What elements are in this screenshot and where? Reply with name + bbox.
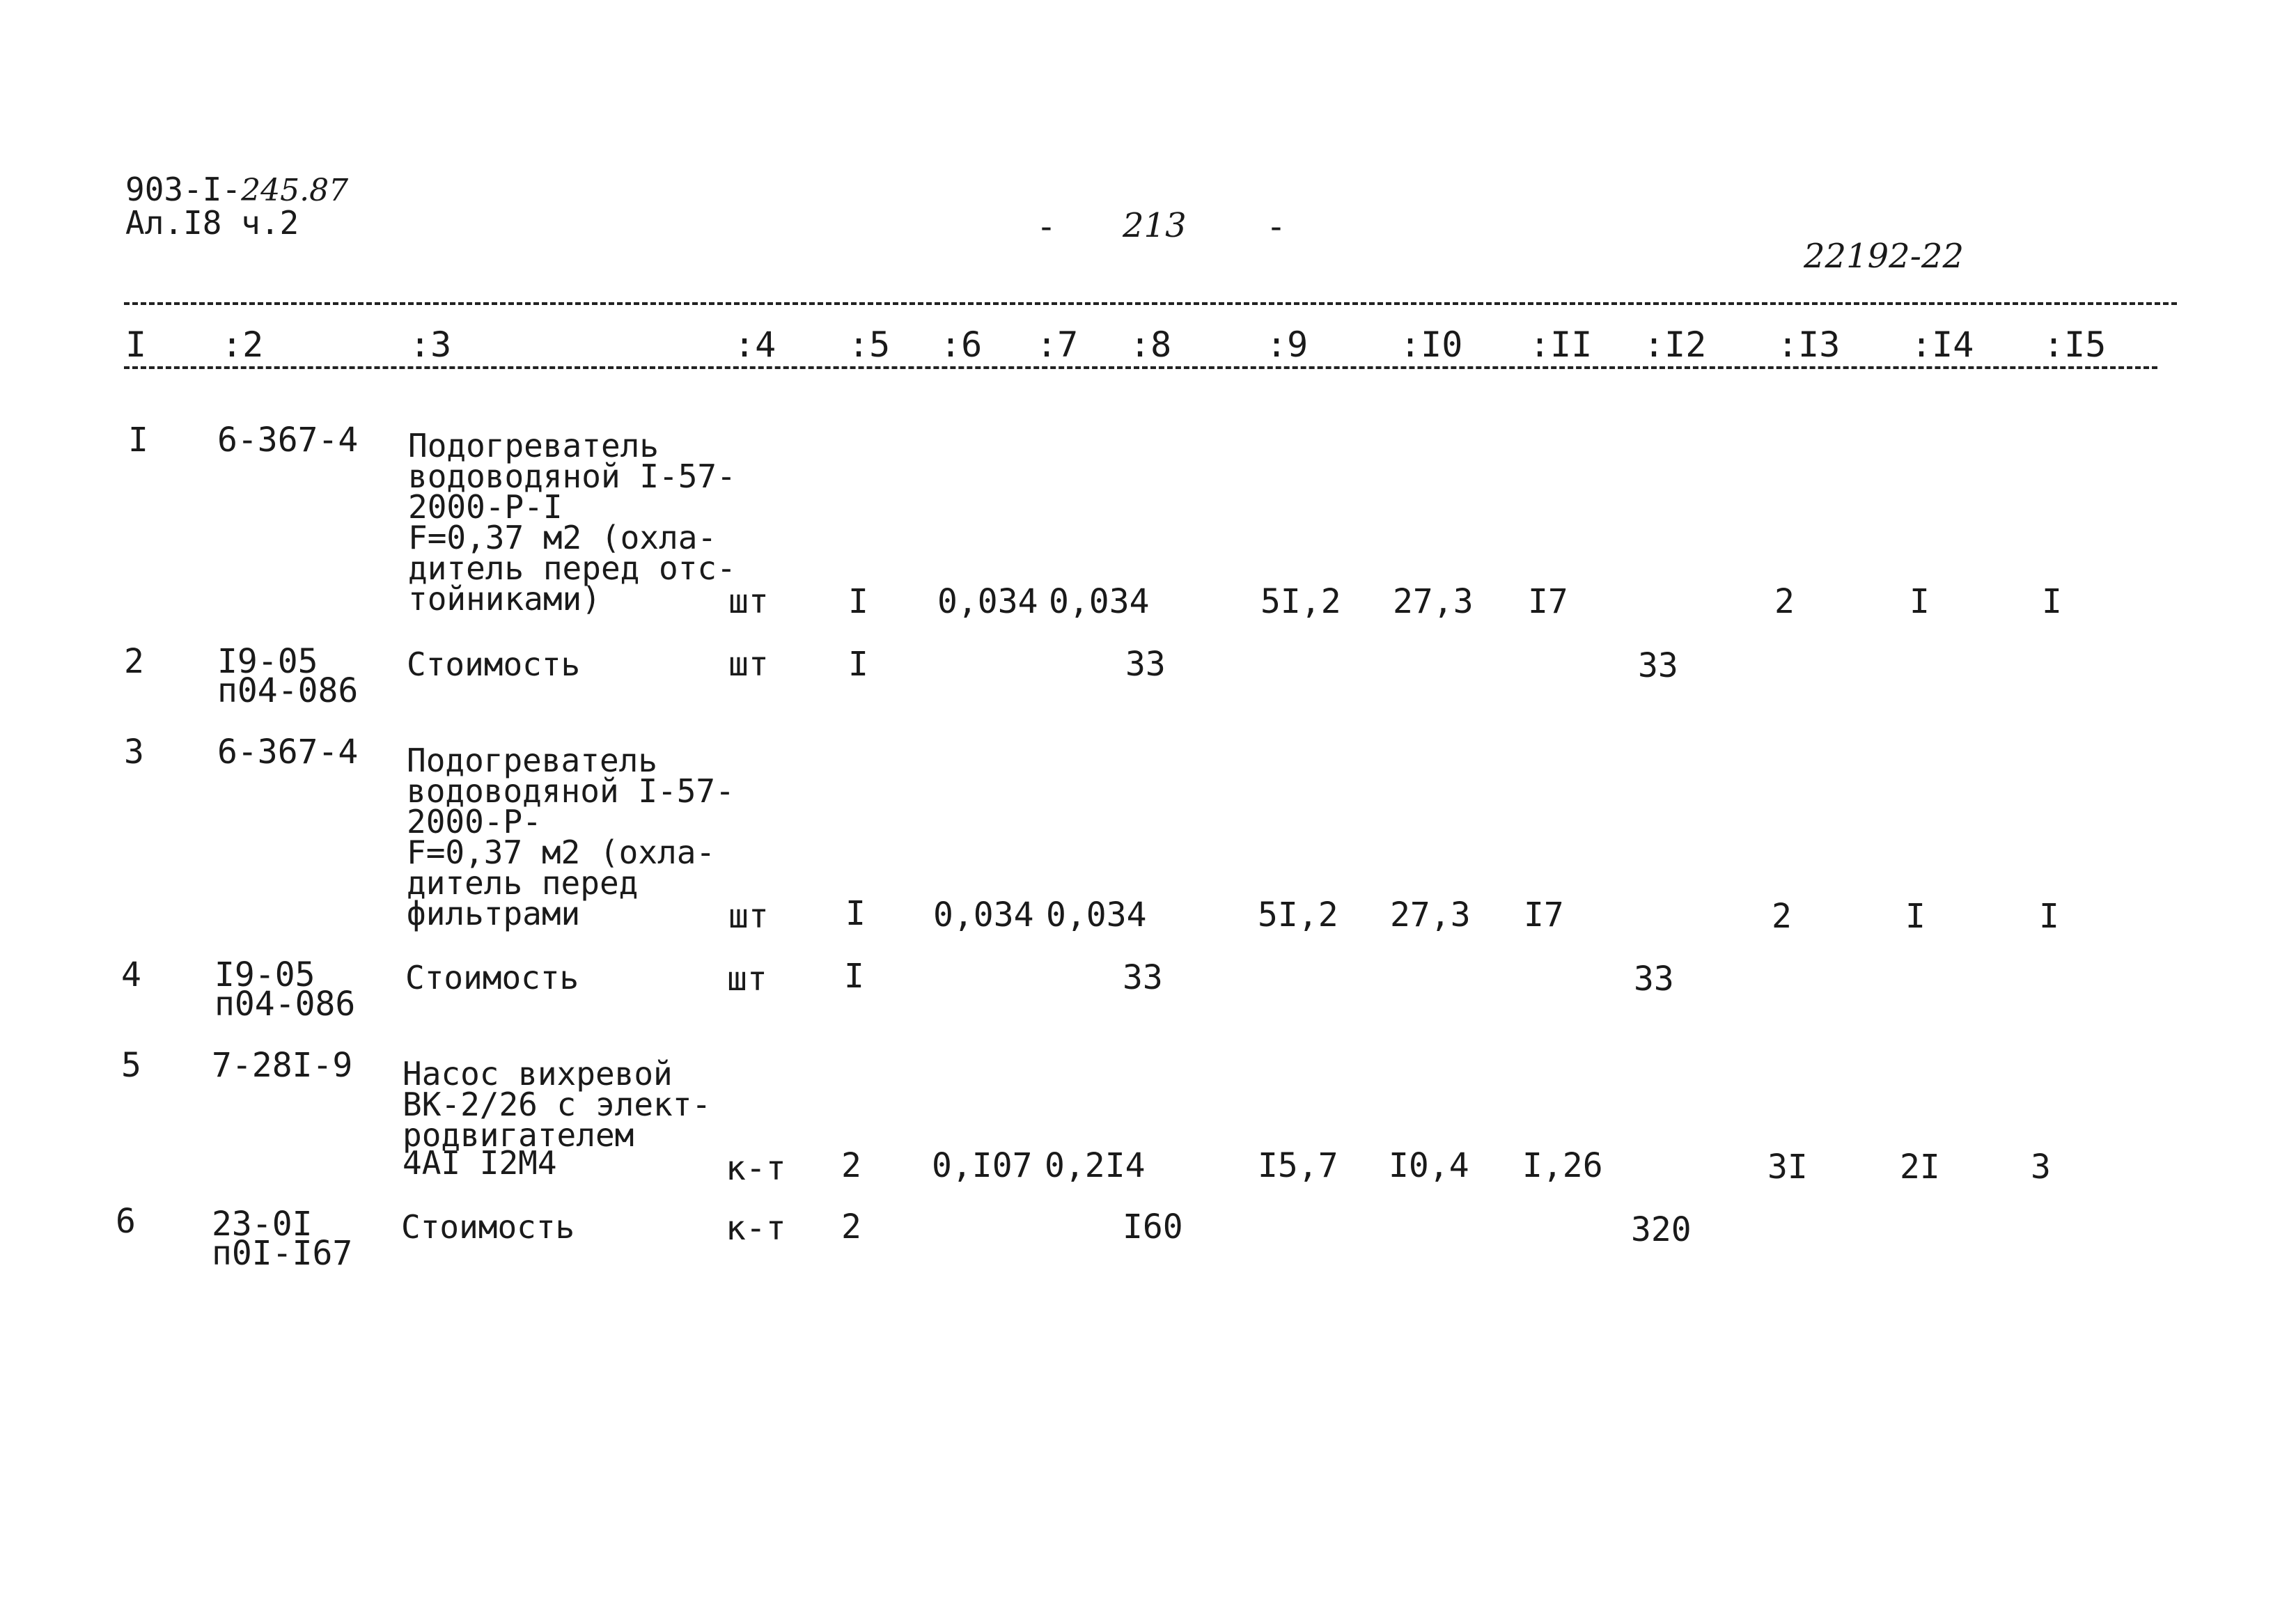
document-code-handwritten: 245.87 [241, 173, 349, 208]
description-line: Стоимость [401, 1208, 575, 1246]
norm-code-line: 7-28I-9 [212, 1046, 353, 1085]
value-col-13: 2 [1772, 897, 1792, 936]
quantity: I [848, 645, 868, 684]
description-line: дитель перед [407, 864, 639, 902]
value-col-11: I7 [1528, 582, 1568, 621]
norm-code-line: 6-367-4 [217, 733, 359, 772]
value-col-12: 33 [1634, 960, 1674, 999]
description-line: Насос вихревой [403, 1055, 673, 1093]
norm-code-line: 23-0I [212, 1205, 313, 1244]
value-col-9: 5I,2 [1260, 582, 1341, 621]
table-header-rule [124, 366, 2157, 369]
value-col-10: I0,4 [1389, 1146, 1469, 1185]
description-line: Подогреватель [408, 427, 659, 464]
value-col-8: 33 [1123, 958, 1163, 997]
norm-code-line: п04-086 [217, 671, 359, 710]
column-header-5: :5 [848, 324, 891, 365]
quantity: 2 [841, 1146, 861, 1185]
norm-code-line: I9-05 [214, 955, 315, 994]
unit: к-т [726, 1149, 786, 1188]
value-col-11: I7 [1524, 895, 1564, 934]
column-header-13: :I3 [1777, 324, 1841, 365]
document-code-prefix: 903-I- [125, 171, 242, 208]
value-col-9: I5,7 [1258, 1146, 1338, 1185]
value-col-8: I60 [1123, 1207, 1183, 1246]
description-line: водоводяной I-57- [408, 457, 736, 495]
row-number: 5 [121, 1046, 141, 1085]
value-col-12: 33 [1638, 646, 1678, 685]
document-code [125, 173, 348, 208]
norm-code-line: п04-086 [214, 985, 356, 1024]
column-header-9: :9 [1266, 324, 1309, 365]
value-col-7: 0,034 [1049, 582, 1150, 621]
column-header-15: :I5 [2043, 324, 2107, 365]
row-number: 3 [124, 733, 144, 772]
value-col-13: 3I [1767, 1148, 1808, 1187]
value-col-7: 0,2I4 [1045, 1146, 1146, 1185]
description-line: Подогреватель [407, 742, 658, 779]
sheet-code: 22192-22 [1804, 237, 1964, 276]
column-header-6: :6 [940, 324, 983, 365]
table-top-rule [124, 302, 2177, 305]
unit: к-т [726, 1209, 786, 1248]
description-line: 2000-Р-I [408, 488, 563, 526]
unit: шт [727, 960, 767, 999]
quantity: I [848, 582, 868, 621]
description-line: ВК-2/26 с элект- [403, 1086, 712, 1123]
value-col-8: 33 [1125, 645, 1166, 684]
description-line: фильтрами [407, 895, 581, 932]
unit: шт [728, 582, 769, 621]
norm-code-line: I9-05 [217, 642, 318, 681]
value-col-11: I,26 [1522, 1146, 1603, 1185]
description-line: Стоимость [405, 959, 579, 996]
value-col-15: I [2039, 897, 2059, 936]
page-number: 213 [1123, 206, 1187, 245]
description-line: F=0,37 м2 (охла- [408, 519, 717, 556]
description-line: тойниками) [408, 580, 601, 618]
value-col-15: I [2042, 582, 2062, 621]
description-line: Стоимость [407, 646, 581, 683]
value-col-10: 27,3 [1393, 582, 1474, 621]
page-dash-right: - [1266, 208, 1286, 247]
description-line: родвигателем [403, 1116, 634, 1154]
unit: шт [728, 645, 769, 684]
description-line: 2000-Р- [407, 803, 542, 840]
quantity: I [844, 957, 864, 996]
unit: шт [728, 897, 769, 936]
album-label: Ал.I8 ч.2 [125, 204, 299, 242]
row-number: 4 [121, 955, 141, 994]
description-line: F=0,37 м2 (охла- [407, 834, 716, 871]
value-col-10: 27,3 [1390, 895, 1471, 934]
row-number: 2 [124, 642, 144, 681]
quantity: 2 [841, 1207, 861, 1246]
value-col-7: 0,034 [1046, 895, 1147, 934]
column-header-11: :II [1529, 324, 1593, 365]
column-header-14: :I4 [1911, 324, 1974, 365]
value-col-12: 320 [1631, 1210, 1692, 1249]
value-col-14: 2I [1900, 1148, 1940, 1187]
norm-code-line: п0I-I67 [212, 1234, 353, 1273]
value-col-14: I [1910, 582, 1930, 621]
column-header-12: :I2 [1643, 324, 1707, 365]
column-header-8: :8 [1130, 324, 1172, 365]
row-number: I [128, 421, 148, 460]
description-line: 4АI I2М4 [403, 1144, 557, 1182]
column-header-4: :4 [734, 324, 776, 365]
column-header-7: :7 [1036, 324, 1079, 365]
value-col-6: 0,I07 [932, 1146, 1033, 1185]
norm-code-line: 6-367-4 [217, 421, 359, 460]
value-col-14: I [1905, 897, 1926, 936]
value-col-6: 0,034 [933, 895, 1034, 934]
quantity: I [845, 894, 866, 933]
description-line: водоводяной I-57- [407, 772, 735, 810]
value-col-13: 2 [1774, 582, 1795, 621]
column-header-1: I [125, 324, 147, 365]
column-header-10: :I0 [1400, 324, 1463, 365]
row-number: 6 [116, 1202, 136, 1241]
column-header-2: :2 [221, 324, 264, 365]
value-col-6: 0,034 [937, 582, 1038, 621]
page-dash-left: - [1036, 208, 1056, 247]
value-col-15: 3 [2031, 1148, 2051, 1187]
column-header-3: :3 [409, 324, 452, 365]
description-line: дитель перед отс- [408, 549, 736, 587]
value-col-9: 5I,2 [1258, 895, 1338, 934]
